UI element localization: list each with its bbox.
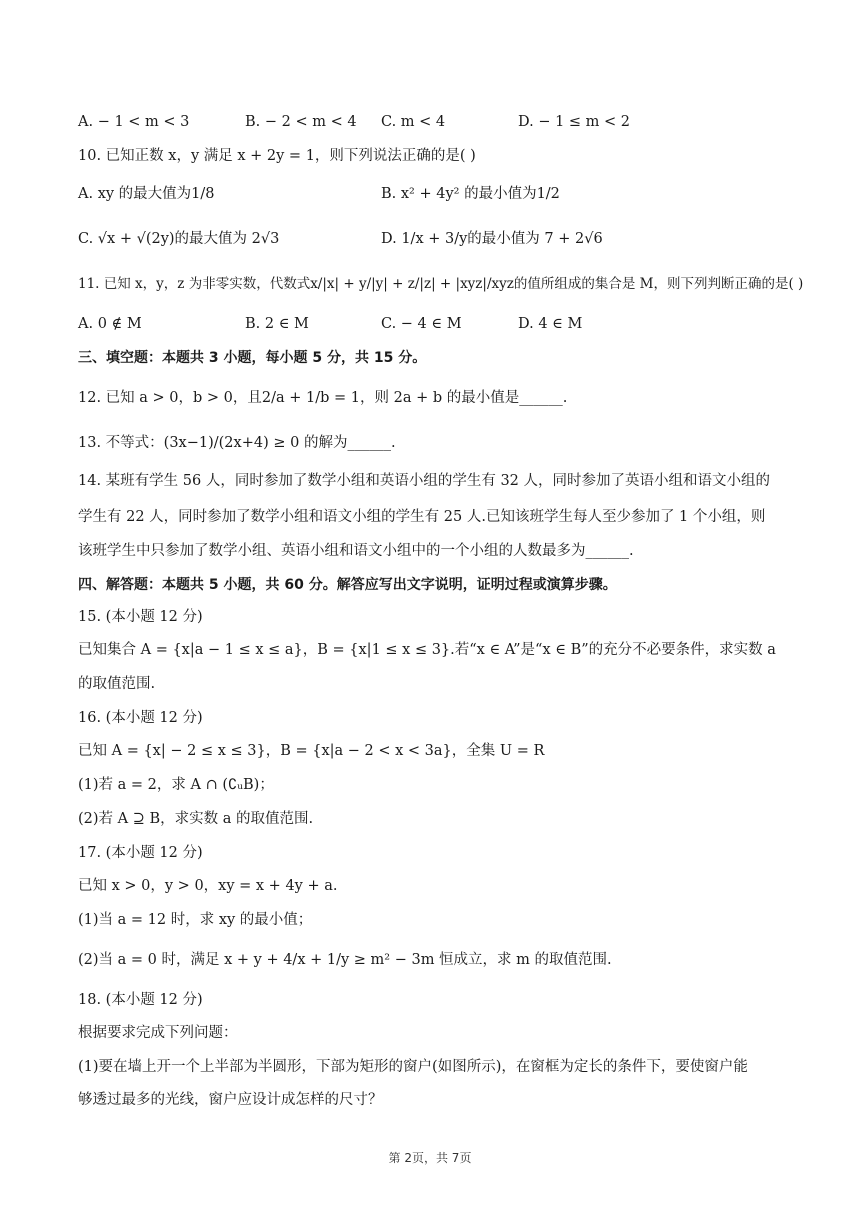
- q9-option-b: B. − 2 < m < 4: [245, 114, 357, 130]
- q13-text: 13. 不等式：(3x−1)/(2x+4) ≥ 0 的解为______.: [78, 435, 396, 451]
- q17-line-1: 已知 x > 0，y > 0，xy = x + 4y + a.: [78, 878, 338, 894]
- q14-line-1: 14. 某班有学生 56 人，同时参加了数学小组和英语小组的学生有 32 人，同时参加了英语小组和语文小组的: [78, 473, 771, 489]
- q10-stem: 10. 已知正数 x，y 满足 x + 2y = 1，则下列说法正确的是( ): [78, 148, 476, 164]
- q16-part-1: (1)若 a = 2，求 A ∩ (∁ᵤB)；: [78, 777, 274, 793]
- section-3-heading: 三、填空题：本题共 3 小题，每小题 5 分，共 15 分。: [78, 350, 427, 366]
- q17-part-1: (1)当 a = 12 时，求 xy 的最小值；: [78, 912, 313, 928]
- q11-option-d: D. 4 ∈ M: [518, 316, 583, 332]
- q14-line-2: 学生有 22 人，同时参加了数学小组和语文小组的学生有 25 人.已知该班学生每人至少参加了 1 个小组，则: [78, 509, 766, 525]
- q15-heading: 15. (本小题 12 分): [78, 609, 203, 625]
- q16-line-1: 已知 A = {x| − 2 ≤ x ≤ 3}，B = {x|a − 2 < x < 3a}，全集 U = R: [78, 743, 545, 759]
- q9-option-c: C. m < 4: [381, 114, 446, 130]
- q18-heading: 18. (本小题 12 分): [78, 992, 203, 1008]
- q15-line-2: 的取值范围.: [78, 676, 156, 692]
- q18-line-1: 根据要求完成下列问题：: [78, 1025, 238, 1041]
- q10-option-b: B. x² + 4y² 的最小值为1/2: [381, 186, 560, 202]
- q10-option-a: A. xy 的最大值为1/8: [78, 186, 215, 202]
- q9-option-d: D. − 1 ≤ m < 2: [518, 114, 631, 130]
- section-4-heading: 四、解答题：本题共 5 小题，共 60 分。解答应写出文字说明，证明过程或演算步骤。: [78, 577, 617, 593]
- q16-heading: 16. (本小题 12 分): [78, 710, 203, 726]
- q14-line-3: 该班学生中只参加了数学小组、英语小组和语文小组中的一个小组的人数最多为______.: [78, 543, 634, 559]
- q18-line-2: (1)要在墙上开一个上半部为半圆形，下部为矩形的窗户(如图所示)，在窗框为定长的条件下，要使窗户能: [78, 1059, 748, 1075]
- q16-part-2: (2)若 A ⊇ B，求实数 a 的取值范围.: [78, 811, 314, 827]
- q12-text: 12. 已知 a > 0，b > 0，且2/a + 1/b = 1，则 2a + b 的最小值是______.: [78, 390, 568, 406]
- q17-heading: 17. (本小题 12 分): [78, 845, 203, 861]
- q11-option-a: A. 0 ∉ M: [78, 316, 142, 332]
- q11-option-b: B. 2 ∈ M: [245, 316, 309, 332]
- q15-line-1: 已知集合 A = {x|a − 1 ≤ x ≤ a}，B = {x|1 ≤ x ≤ 3}.若“x ∈ A”是“x ∈ B”的充分不必要条件，求实数 a: [78, 642, 776, 658]
- q11-stem: 11. 已知 x，y，z 为非零实数，代数式x/|x| + y/|y| + z/|z| + |xyz|/xyz的值所组成的集合是 M，则下列判断正确的是( ): [78, 276, 804, 292]
- q18-line-3: 够透过最多的光线，窗户应设计成怎样的尺寸？: [78, 1092, 383, 1108]
- q10-option-d: D. 1/x + 3/y的最小值为 7 + 2√6: [381, 231, 603, 247]
- q11-option-c: C. − 4 ∈ M: [381, 316, 462, 332]
- q17-part-2: (2)当 a = 0 时，满足 x + y + 4/x + 1/y ≥ m² − 3m 恒成立，求 m 的取值范围.: [78, 952, 612, 968]
- q9-option-a: A. − 1 < m < 3: [78, 114, 190, 130]
- page-footer: 第 2页，共 7页: [388, 1151, 472, 1165]
- q10-option-c: C. √x + √(2y)的最大值为 2√3: [78, 231, 280, 247]
